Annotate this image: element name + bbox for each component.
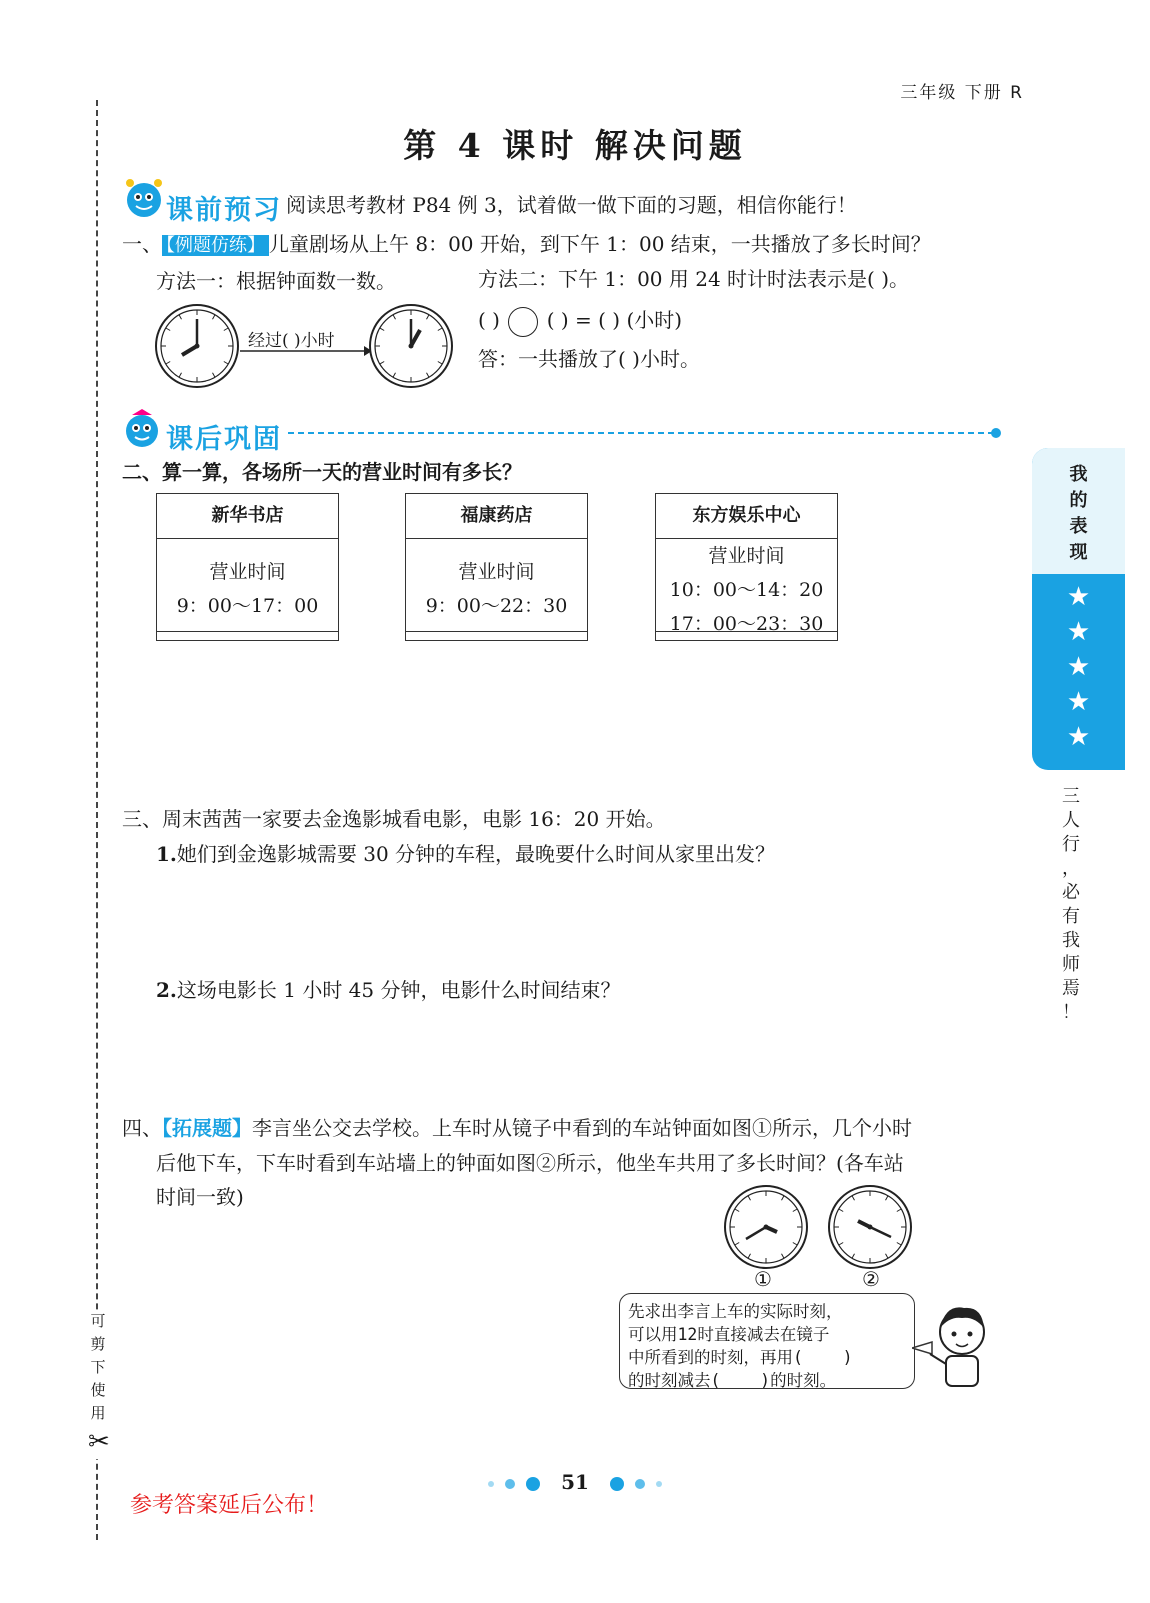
boy-character-icon: [912, 1298, 992, 1392]
question-4-line2: 后他下车，下车时看到车站墙上的钟面如图②所示，他坐车共用了多长时间？(各车站: [156, 1151, 904, 1175]
section-divider: [288, 427, 1004, 439]
page-title: 第 4 课时 解决问题: [403, 126, 747, 165]
method-1: 方法一：根据钟面数一数。: [156, 269, 396, 293]
star-icon[interactable]: ★: [1066, 652, 1091, 682]
clock-label-1: ①: [754, 1267, 772, 1291]
arrow-label: 经过( )小时: [248, 331, 335, 351]
method-2: 方法二：下午 1：00 用 24 时计时法表示是( )。: [478, 267, 910, 291]
hours-value: 9：00～17：00: [176, 595, 319, 617]
mascot-girl-icon: [118, 405, 163, 450]
hours-label: 营业时间: [209, 561, 286, 583]
star-icon[interactable]: ★: [1066, 582, 1091, 612]
cut-label: 可 剪 下 使 用 ✂: [88, 1312, 110, 1457]
performance-sidebar: 我 的 表 现 ★ ★ ★ ★ ★: [1032, 448, 1125, 770]
clock-label-2: ②: [862, 1267, 880, 1291]
question-4-line3: 时间一致): [156, 1185, 244, 1209]
shop-name: 福康药店: [406, 494, 587, 539]
example-tag: 【例题仿练】: [162, 235, 269, 256]
question-3-2: 2.这场电影长 1 小时 45 分钟，电影什么时间结束？: [156, 978, 621, 1002]
answer-notice: 参考答案延后公布！: [130, 1493, 329, 1518]
motto: 三 人 行 ， 必 有 我 师 焉 ！: [1062, 786, 1080, 1023]
extension-tag: 【拓展题】: [162, 1116, 252, 1140]
scissors-icon: ✂: [88, 1427, 110, 1457]
hint-bubble: 先求出李言上车的实际时刻， 可以用12时直接减去在镜子 中所看到的时刻，再用( ) 的时刻减去( )的时刻。: [619, 1293, 915, 1389]
star-icon[interactable]: ★: [1066, 722, 1091, 752]
preview-title: 课前预习: [166, 195, 282, 226]
star-icon[interactable]: ★: [1066, 687, 1091, 717]
equation: ( ) ( ) = ( ) (小时): [478, 305, 682, 337]
shop-card: [405, 493, 588, 641]
question-3-1: 1.她们到金逸影城需要 30 分钟的车程，最晚要什么时间从家里出发？: [156, 842, 776, 866]
mascot-icon: [120, 175, 165, 220]
hours-label: 营业时间: [458, 561, 535, 583]
hours-value: 9：00～22：30: [425, 595, 568, 617]
preview-intro: 阅读思考教材 P84 例 3，试着做一做下面的习题，相信你能行！: [286, 193, 857, 217]
mirror-clocks: [722, 1183, 916, 1273]
hours-value: 17：00～23：30: [669, 613, 824, 635]
shop-name: 东方娱乐中心: [656, 494, 837, 539]
question-1: 一、 【例题仿练】 儿童剧场从上午 8：00 开始，到下午 1：00 结束，一共播放了多长时间？: [122, 232, 931, 256]
grade-label: 三年级 下册 R: [900, 83, 1024, 103]
clock-8-oclock: [156, 305, 238, 387]
after-class-title: 课后巩固: [166, 424, 282, 455]
answer-line: 答：一共播放了( )小时。: [478, 347, 700, 371]
star-icon[interactable]: ★: [1066, 617, 1091, 647]
question-3: 三、周末茜茜一家要去金逸影城看电影，电影 16：20 开始。: [122, 807, 666, 831]
clock-1-oclock: [370, 305, 452, 387]
page-number: 51: [561, 1470, 589, 1494]
question-4: 四、【拓展题】李言坐公交去学校。上车时从镜子中看到的车站钟面如图①所示，几个小时: [122, 1116, 912, 1140]
hours-value: 10：00～14：20: [669, 579, 824, 601]
operator-circle: [508, 307, 538, 337]
shop-card: [655, 493, 838, 641]
clock-mirror: [725, 1186, 807, 1268]
question-2: 二、算一算，各场所一天的营业时间有多长？: [122, 460, 522, 484]
clock-wall: [829, 1186, 911, 1268]
hours-label: 营业时间: [708, 545, 785, 567]
shop-name: 新华书店: [157, 494, 338, 539]
shop-card: [156, 493, 339, 641]
